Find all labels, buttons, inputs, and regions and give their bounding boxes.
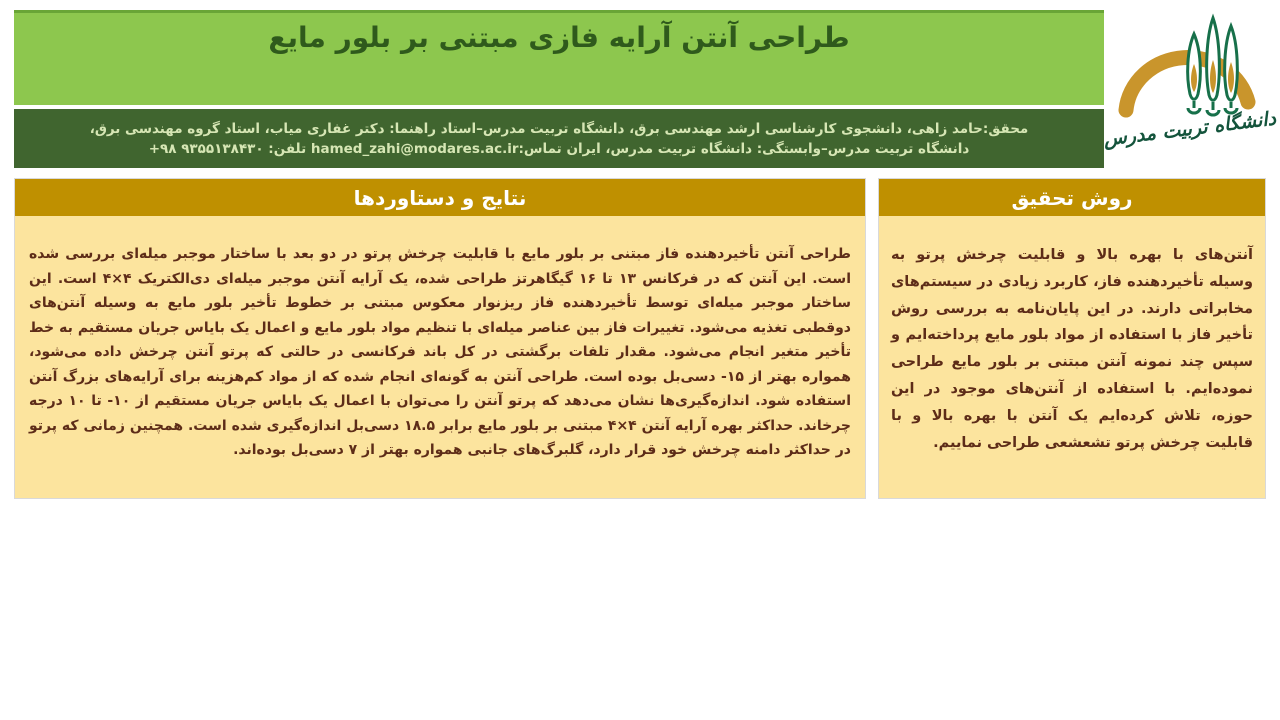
results-panel-body: [15, 216, 865, 498]
method-text: آنتن‌های با بهره بالا و قابلیت چرخش پرتو به وسیله تأخیردهنده فاز، کاربرد زیادی در سیستم‌های مخابراتی دارند. در این پایان‌نامه به بررسی روش تأخیر فاز با استفاده از مواد بلور مایع پرداخته‌ایم و سپس چند نمونه آنتن مبتنی بر بلور مایع طراحی نموده‌ایم. با استفاده از آنتن‌های موجود در این حوزه، تلاش کرده‌ایم یک آنتن با بهره بالا و با قابلیت چرخش پرتو تشعشعی طراحی نماییم.: [891, 247, 1253, 451]
poster-title: طراحی آنتن آرایه فازی مبتنی بر بلور مایع: [268, 21, 850, 54]
university-logo-caption: دانشگاه تربیت مدرس: [1102, 107, 1278, 151]
method-panel-header: [879, 179, 1265, 216]
title-bar: [14, 10, 1104, 105]
method-panel: [878, 178, 1266, 499]
university-logo: [1102, 2, 1278, 170]
results-panel: [14, 178, 866, 499]
results-panel-header: [15, 179, 865, 216]
researcher-info-bar: [14, 109, 1104, 168]
researcher-info-line1: محقق:حامد زاهی، دانشجوی کارشناسی ارشد مهندسی برق، دانشگاه تربیت مدرس–استاد راهنما: دکتر غفاری میاب، استاد گروه مهندسی برق،: [89, 120, 1029, 137]
researcher-info-line2: دانشگاه تربیت مدرس–وابستگی: دانشگاه تربیت مدرس، ایران تماس:hamed_zahi@modares.ac.ir تلفن: ۹۳۵۵۱۳۸۴۳۰ ۹۸+: [148, 140, 970, 157]
results-panel-title: نتایج و دستاوردها: [353, 185, 527, 210]
method-panel-title: روش تحقیق: [1011, 185, 1133, 210]
results-text: طراحی آنتن تأخیردهنده فاز مبتنی بر بلور مایع با قابلیت چرخش پرتو در دو بعد با ساختار موجبر میله‌ای بررسی شده است. این آنتن که در فرکانس ۱۳ تا ۱۶ گیگاهرتز طراحی شده، یک آرایه آنتن موجبر میله‌ای دی‌الکتریک ۴×۴ است. این ساختار موجبر میله‌ای توسط تأخیردهنده فاز ریزنوار معکوس مبتنی بر خطوط تأخیر بلور مایع به وسیله آنتن‌های دوقطبی تغذیه می‌شود. تغییرات فاز بین عناصر میله‌ای با تنظیم مواد بلور مایع و اعمال یک بایاس جریان مستقیم به خط تأخیر متغیر انجام می‌شود. مقدار تلفات برگشتی در کل باند فرکانسی در حالتی که پرتو آنتن چرخش داده می‌شود، همواره بهتر از ۱۵- دسی‌بل بوده است. طراحی آنتن به گونه‌ای انجام شده که از مواد کم‌هزینه برای آرایه‌های بزرگ آنتن استفاده شود. اندازه‌گیری‌ها نشان می‌دهد که پرتو آنتن را می‌توان با اعمال یک بایاس جریان مستقیم از ۱۰- تا ۱۰ درجه چرخاند. حداکثر بهره آرایه آنتن ۴×۴ مبتنی بر بلور مایع برابر ۱۸.۵ دسی‌بل اندازه‌گیری شده است. همچنین زمانی که پرتو در حداکثر دامنه چرخش خود قرار دارد، گلبرگ‌های جانبی همواره بهتر از ۷ دسی‌بل بوده‌اند.: [29, 246, 851, 458]
method-panel-body: [879, 216, 1265, 498]
